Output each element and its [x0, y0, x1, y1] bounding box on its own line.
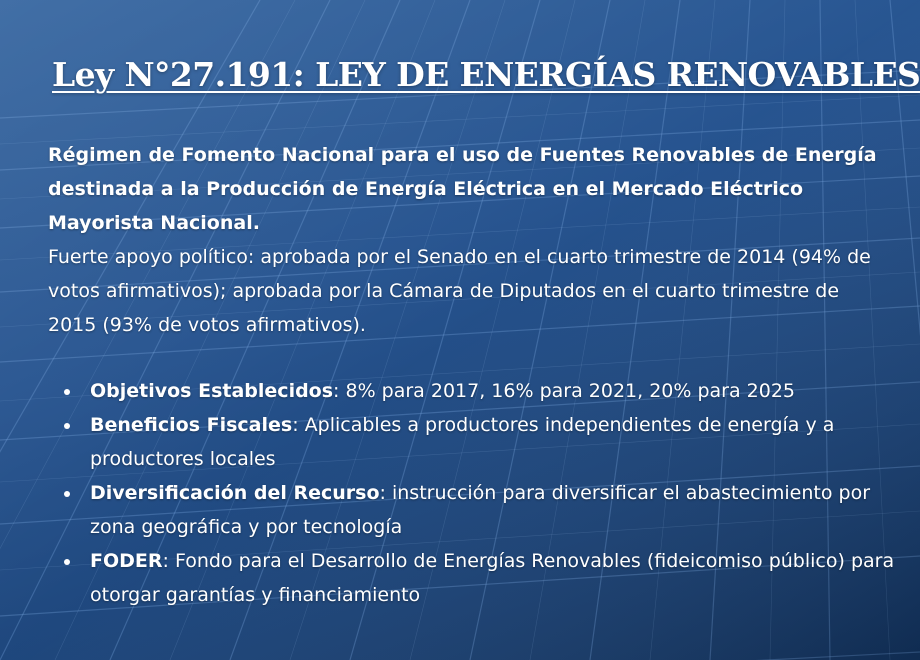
bullet-text: : 8% para 2017, 16% para 2021, 20% para 2025	[333, 380, 796, 402]
list-item	[60, 374, 900, 408]
slide-title: Ley N°27.191: LEY DE ENERGÍAS RENOVABLES	[52, 55, 920, 94]
bullet-text: : Fondo para el Desarrollo de Energías Renovables (fideicomiso público) para otorgar garantías y financiamiento	[90, 550, 895, 606]
list-item	[60, 544, 900, 612]
intro-paragraph: Fuerte apoyo político: aprobada por el Senado en el cuarto trimestre de 2014 (94% de votos afirmativos); aprobada por la Cámara de Diputados en el cuarto trimestre de 2015 (93% de votos afirmativos).	[48, 246, 871, 336]
bullet-term: Beneficios Fiscales	[90, 414, 293, 436]
bullet-term: FODER	[90, 550, 163, 572]
bullet-icon	[64, 559, 70, 565]
bullet-icon	[64, 491, 70, 497]
bullet-text: : Aplicables a productores independientes de energía y a productores locales	[90, 414, 835, 470]
bullet-icon	[64, 389, 70, 395]
intro-bold-paragraph: Régimen de Fomento Nacional para el uso de Fuentes Renovables de Energía destinada a la Producción de Energía Eléctrica en el Mercado Eléctrico Mayorista Nacional.	[48, 144, 877, 234]
list-item	[60, 408, 900, 476]
bullet-icon	[64, 423, 70, 429]
bullet-term: Diversificación del Recurso	[90, 482, 380, 504]
bullet-list	[60, 374, 900, 612]
bullet-term: Objetivos Establecidos	[90, 380, 334, 402]
intro-block	[48, 138, 888, 342]
list-item	[60, 476, 900, 544]
bullet-text: : instrucción para diversificar el abastecimiento por zona geográfica y por tecnología	[90, 482, 871, 538]
